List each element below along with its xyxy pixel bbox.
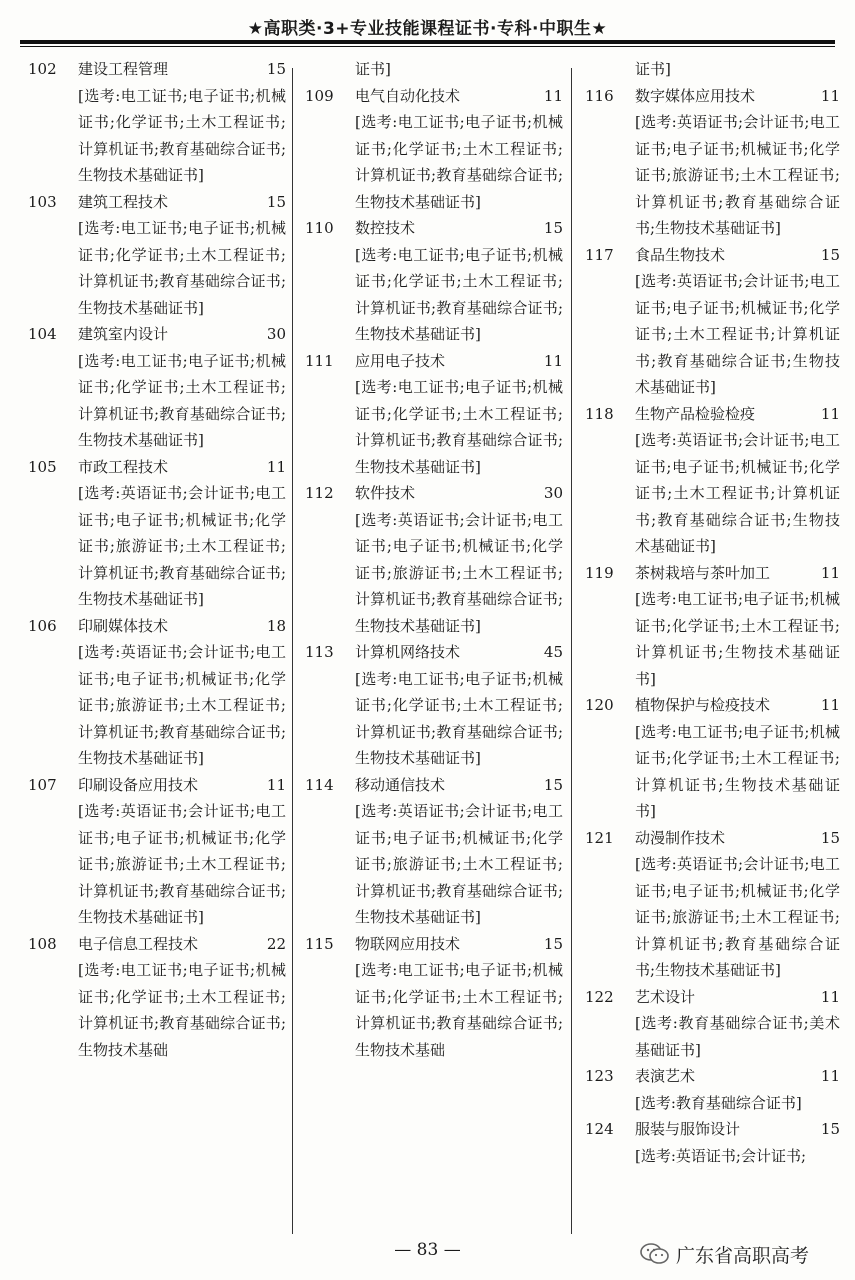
major-name: 植物保护与检疫技术 <box>635 696 771 714</box>
continuation-line <box>585 56 840 83</box>
exam-requirement: [选考:电工证书;电子证书;机械证书;化学证书;土木工程证书;计算机证书;生物技术基础证书] <box>635 722 840 820</box>
major-name: 物联网应用技术 <box>355 934 461 953</box>
exam-requirement: [选考:电工证书;电子证书;机械证书;化学证书;土木工程证书;计算机证书;生物技术基础证书] <box>635 590 840 688</box>
major-entry <box>585 984 840 1064</box>
major-entry-header <box>585 692 840 719</box>
major-name: 应用电子技术 <box>355 351 446 370</box>
exam-requirement: [选考:教育基础综合证书;美术基础证书] <box>635 1014 840 1059</box>
major-entry-header <box>305 83 563 110</box>
major-name: 生物产品检验检疫 <box>635 404 756 423</box>
header-rule-thin <box>20 46 835 47</box>
exam-requirement: [选考:电工证书;电子证书;机械证书;化学证书;土木工程证书;计算机证书;教育基础综合证书;生物技术基础证书] <box>78 219 286 317</box>
major-entry <box>305 772 563 931</box>
major-entry-header <box>305 639 563 666</box>
enrollment-count: 15 <box>266 60 286 78</box>
major-name: 电气自动化技术 <box>355 86 461 105</box>
column-divider <box>571 68 572 1234</box>
major-code: 115 <box>305 934 334 953</box>
enrollment-count: 30 <box>543 484 563 502</box>
major-entry-header <box>28 454 286 481</box>
enrollment-count: 15 <box>543 934 563 953</box>
major-entry-header <box>28 56 286 83</box>
major-name: 印刷媒体技术 <box>78 616 169 635</box>
major-entry-header <box>305 931 563 958</box>
major-entry <box>28 772 286 931</box>
major-entry-header <box>305 772 563 799</box>
enrollment-count: 15 <box>543 219 563 237</box>
enrollment-count: 22 <box>266 934 286 953</box>
major-name: 印刷设备应用技术 <box>78 775 199 794</box>
major-code: 122 <box>585 987 614 1006</box>
major-name: 市政工程技术 <box>78 457 169 476</box>
enrollment-count: 11 <box>820 563 840 582</box>
enrollment-count: 11 <box>820 1067 840 1085</box>
enrollment-count: 11 <box>543 351 563 370</box>
major-entry-header <box>28 772 286 799</box>
enrollment-count: 15 <box>543 775 563 794</box>
header-title: ★高职类·3+专业技能课程证书·专科·中职生★ <box>247 19 608 39</box>
major-entry-header <box>305 348 563 375</box>
exam-requirement: [选考:英语证书;会计证书;电工证书;电子证书;机械证书;化学证书;旅游证书;土木工程证书;计算机证书;教育基础综合证书;生物技术基础证书] <box>355 802 563 926</box>
major-entry <box>305 931 563 1064</box>
major-name: 动漫制作技术 <box>635 828 726 847</box>
major-code: 110 <box>305 219 334 237</box>
exam-requirement: [选考:电工证书;电子证书;机械证书;化学证书;土木工程证书;计算机证书;教育基础综合证书;生物技术基础证书] <box>355 113 563 211</box>
major-entry <box>585 1116 840 1169</box>
enrollment-count: 45 <box>543 643 563 661</box>
major-entry-header <box>305 480 563 507</box>
major-code: 111 <box>305 351 334 370</box>
major-name: 移动通信技术 <box>355 775 446 794</box>
enrollment-count: 11 <box>820 86 840 105</box>
major-entry <box>585 242 840 401</box>
enrollment-count: 11 <box>266 775 286 794</box>
exam-requirement: [选考:英语证书;会计证书;电工证书;电子证书;机械证书;化学证书;旅游证书;土木工程证书;计算机证书;教育基础综合证书;生物技术基础证书] <box>635 113 840 237</box>
major-code: 123 <box>585 1067 614 1085</box>
enrollment-count: 11 <box>820 987 840 1006</box>
exam-requirement: [选考:电工证书;电子证书;机械证书;化学证书;土木工程证书;计算机证书;教育基础综合证书;生物技术基础证书] <box>78 351 286 449</box>
major-entry-header <box>28 321 286 348</box>
major-entry-header <box>585 401 840 428</box>
major-entry <box>585 692 840 825</box>
major-code: 116 <box>585 86 614 105</box>
enrollment-count: 11 <box>820 404 840 423</box>
major-entry <box>28 454 286 613</box>
exam-requirement: [选考:英语证书;会计证书;电工证书;电子证书;机械证书;化学证书;土木工程证书;计算机证书;教育基础综合证书;生物技术基础证书] <box>635 272 840 396</box>
major-entry <box>28 931 286 1064</box>
major-code: 117 <box>585 245 614 264</box>
exam-requirement: [选考:电工证书;电子证书;机械证书;化学证书;土木工程证书;计算机证书;教育基础综合证书;生物技术基础 <box>78 961 286 1059</box>
major-name: 计算机网络技术 <box>355 643 461 661</box>
enrollment-count: 11 <box>820 696 840 714</box>
major-entry-header <box>28 931 286 958</box>
major-entry-header <box>305 215 563 242</box>
major-code: 120 <box>585 696 614 714</box>
enrollment-count: 15 <box>820 828 840 847</box>
major-entry-header <box>585 1063 840 1090</box>
continuation-text: 证书] <box>355 60 391 78</box>
major-name: 茶树栽培与茶叶加工 <box>635 563 771 582</box>
exam-requirement: [选考:电工证书;电子证书;机械证书;化学证书;土木工程证书;计算机证书;教育基础综合证书;生物技术基础证书] <box>78 86 286 184</box>
exam-requirement: [选考:英语证书;会计证书;电工证书;电子证书;机械证书;化学证书;旅游证书;土木工程证书;计算机证书;教育基础综合证书;生物技术基础证书] <box>635 855 840 979</box>
major-code: 124 <box>585 1120 614 1138</box>
enrollment-count: 30 <box>266 325 286 343</box>
exam-requirement: [选考:英语证书;会计证书;电工证书;电子证书;机械证书;化学证书;旅游证书;土木工程证书;计算机证书;教育基础综合证书;生物技术基础证书] <box>355 510 563 635</box>
page-header <box>0 0 855 50</box>
major-entry-header <box>28 189 286 216</box>
major-name: 数字媒体应用技术 <box>635 86 756 105</box>
exam-requirement: [选考:英语证书;会计证书;电工证书;电子证书;机械证书;化学证书;土木工程证书;计算机证书;教育基础综合证书;生物技术基础证书] <box>635 431 840 555</box>
major-code: 118 <box>585 404 614 423</box>
major-entry <box>305 480 563 639</box>
major-entry-header <box>585 1116 840 1143</box>
major-entry <box>585 1063 840 1116</box>
major-name: 建筑室内设计 <box>78 325 169 343</box>
major-code: 105 <box>28 457 57 476</box>
major-entry <box>28 613 286 772</box>
page-number: — 83 — <box>394 1240 461 1260</box>
major-name: 艺术设计 <box>635 987 696 1006</box>
continuation-text: 证书] <box>635 60 671 78</box>
exam-requirement: [选考:电工证书;电子证书;机械证书;化学证书;土木工程证书;计算机证书;教育基础综合证书;生物技术基础 <box>355 961 563 1059</box>
major-code: 119 <box>585 563 614 582</box>
major-code: 106 <box>28 616 57 635</box>
major-code: 102 <box>28 60 57 78</box>
major-entry-header <box>585 242 840 269</box>
major-entry <box>305 215 563 348</box>
major-entry <box>305 348 563 481</box>
exam-requirement: [选考:电工证书;电子证书;机械证书;化学证书;土木工程证书;计算机证书;教育基础综合证书;生物技术基础证书] <box>355 669 563 767</box>
column-3 <box>585 56 840 1232</box>
major-code: 109 <box>305 86 334 105</box>
major-name: 服装与服饰设计 <box>635 1120 741 1138</box>
major-entry-header <box>585 825 840 852</box>
major-entry <box>28 189 286 322</box>
major-code: 103 <box>28 192 57 211</box>
continuation-line <box>305 56 563 83</box>
major-name: 食品生物技术 <box>635 245 726 264</box>
major-code: 104 <box>28 325 57 343</box>
column-1 <box>28 56 286 1232</box>
major-code: 121 <box>585 828 614 847</box>
wechat-icon <box>640 1242 670 1266</box>
enrollment-count: 18 <box>266 616 286 635</box>
major-entry-header <box>585 984 840 1011</box>
major-entry <box>28 321 286 454</box>
watermark <box>640 1237 809 1271</box>
major-entry <box>305 639 563 772</box>
major-code: 112 <box>305 484 334 502</box>
major-entry <box>585 401 840 560</box>
exam-requirement: [选考:教育基础综合证书] <box>635 1093 802 1112</box>
exam-requirement: [选考:英语证书;会计证书;电工证书;电子证书;机械证书;化学证书;旅游证书;土木工程证书;计算机证书;教育基础综合证书;生物技术基础证书] <box>78 643 286 767</box>
major-entry <box>585 560 840 693</box>
major-entry <box>28 56 286 189</box>
major-entry-header <box>585 83 840 110</box>
enrollment-count: 11 <box>266 457 286 476</box>
major-name: 软件技术 <box>355 484 416 502</box>
major-code: 114 <box>305 775 334 794</box>
exam-requirement: [选考:电工证书;电子证书;机械证书;化学证书;土木工程证书;计算机证书;教育基础综合证书;生物技术基础证书] <box>355 378 563 476</box>
enrollment-count: 15 <box>820 245 840 264</box>
exam-requirement: [选考:英语证书;会计证书; <box>635 1146 807 1165</box>
major-name: 电子信息工程技术 <box>78 934 199 953</box>
major-code: 113 <box>305 643 334 661</box>
major-entry <box>305 83 563 216</box>
major-entry <box>585 825 840 984</box>
major-entry-header <box>585 560 840 587</box>
exam-requirement: [选考:英语证书;会计证书;电工证书;电子证书;机械证书;化学证书;旅游证书;土木工程证书;计算机证书;教育基础综合证书;生物技术基础证书] <box>78 802 286 926</box>
major-entry <box>585 83 840 242</box>
major-name: 建设工程管理 <box>78 60 169 78</box>
major-name: 建筑工程技术 <box>78 192 169 211</box>
major-entry-header <box>28 613 286 640</box>
major-code: 107 <box>28 775 57 794</box>
column-divider <box>292 68 293 1234</box>
exam-requirement: [选考:电工证书;电子证书;机械证书;化学证书;土木工程证书;计算机证书;教育基础综合证书;生物技术基础证书] <box>355 245 563 343</box>
exam-requirement: [选考:英语证书;会计证书;电工证书;电子证书;机械证书;化学证书;旅游证书;土木工程证书;计算机证书;教育基础综合证书;生物技术基础证书] <box>78 484 286 608</box>
major-code: 108 <box>28 934 57 953</box>
major-name: 数控技术 <box>355 219 416 237</box>
enrollment-count: 15 <box>266 192 286 211</box>
enrollment-count: 11 <box>543 86 563 105</box>
enrollment-count: 15 <box>820 1120 840 1138</box>
watermark-text: 广东省高职高考 <box>676 1244 810 1267</box>
column-2 <box>305 56 563 1232</box>
major-name: 表演艺术 <box>635 1067 696 1085</box>
header-rule-thick <box>20 40 835 44</box>
